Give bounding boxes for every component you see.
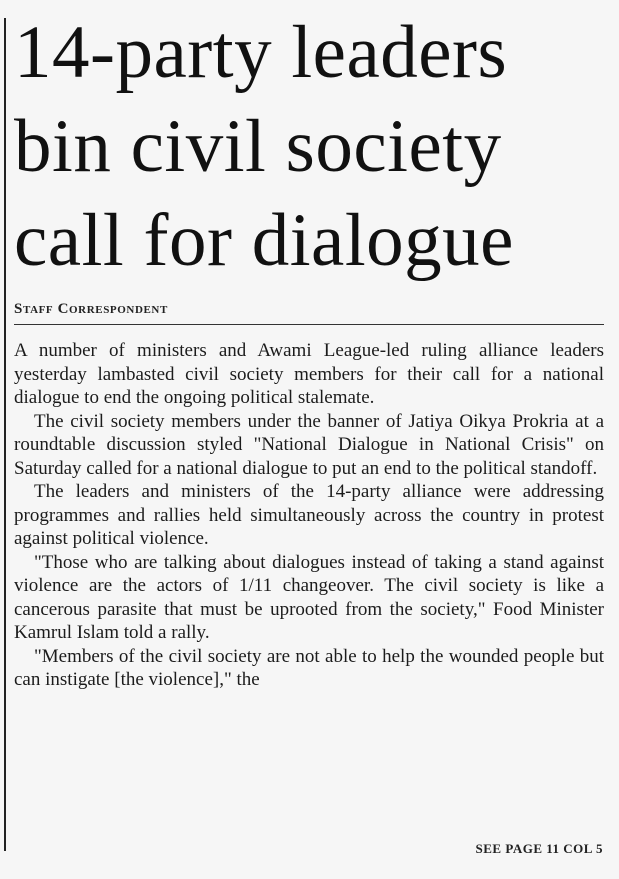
- headline-line-3: call for dialogue: [14, 199, 514, 282]
- paragraph-4: "Those who are talking about dialogues instead of taking a stand against violence are the actors of 1/11 changeover. The civil society is like a cancerous parasite that must be uprooted from the society," Food Minister Kamrul Islam told a rally.: [14, 551, 604, 643]
- column-rule: [4, 18, 6, 851]
- byline: Staff Correspondent: [14, 301, 168, 317]
- continuation-note: SEE PAGE 11 COL 5: [475, 841, 603, 856]
- headline-line-2: bin civil society: [14, 105, 502, 188]
- paragraph-3: The leaders and ministers of the 14-party alliance were addressing programmes and rallies held simultaneously across the country in protest against political violence.: [14, 481, 604, 549]
- headline: [14, 6, 608, 288]
- news-article: [14, 6, 608, 692]
- paragraph-2: The civil society members under the banner of Jatiya Oikya Prokria at a roundtable discussion styled "National Dialogue in National Crisis" on Saturday called for a national dialogue to put an end to the political standoff.: [14, 410, 604, 479]
- paragraph-1: A number of ministers and Awami League-led ruling alliance leaders yesterday lambasted civil society members for their call for a national dialogue to end the ongoing political stalemate.: [14, 340, 604, 408]
- paragraph-5: "Members of the civil society are not able to help the wounded people but can instigate [the violence]," the: [14, 645, 604, 690]
- headline-line-1: 14-party leaders: [14, 11, 508, 94]
- byline-divider: [14, 324, 604, 325]
- article-body: [14, 339, 604, 692]
